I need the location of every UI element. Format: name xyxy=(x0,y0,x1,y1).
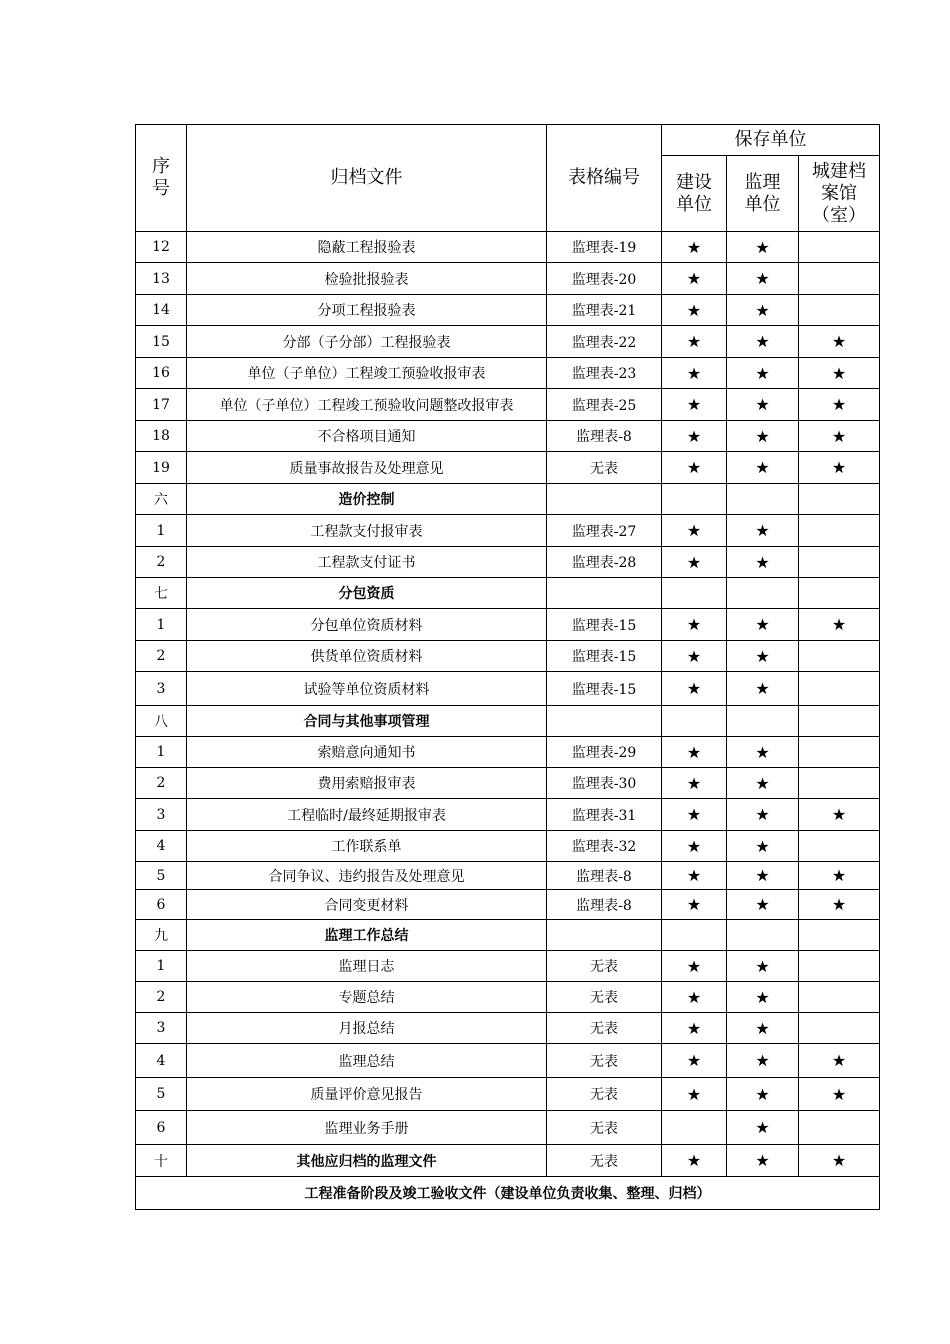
cell-no: 15 xyxy=(136,326,187,358)
cell-chengjian-mark xyxy=(799,920,880,951)
cell-chengjian-mark: ★ xyxy=(799,862,880,890)
header-row-top xyxy=(136,125,880,156)
cell-form-code: 监理表-31 xyxy=(547,799,662,831)
cell-jianshe-mark: ★ xyxy=(662,389,727,421)
cell-document: 工程款支付报审表 xyxy=(187,515,547,547)
header-chengjian xyxy=(799,156,880,232)
cell-jianli-mark: ★ xyxy=(727,1078,799,1111)
table-row xyxy=(136,1111,880,1145)
section-row xyxy=(136,920,880,951)
cell-jianshe-mark: ★ xyxy=(662,862,727,890)
header-jianli xyxy=(727,156,799,232)
cell-jianli-mark: ★ xyxy=(727,982,799,1013)
cell-no: 六 xyxy=(136,484,187,515)
cell-no: 九 xyxy=(136,920,187,951)
cell-form-code: 监理表-23 xyxy=(547,358,662,389)
cell-document: 隐蔽工程报验表 xyxy=(187,232,547,263)
cell-jianshe-mark: ★ xyxy=(662,452,727,484)
cell-jianli-mark: ★ xyxy=(727,768,799,799)
cell-jianli-mark: ★ xyxy=(727,547,799,578)
cell-jianli-mark: ★ xyxy=(727,389,799,421)
section-row xyxy=(136,1145,880,1177)
cell-no: 5 xyxy=(136,1078,187,1111)
cell-chengjian-mark: ★ xyxy=(799,609,880,641)
cell-chengjian-mark: ★ xyxy=(799,452,880,484)
cell-form-code: 监理表-19 xyxy=(547,232,662,263)
cell-jianshe-mark: ★ xyxy=(662,1013,727,1044)
cell-document: 工程款支付证书 xyxy=(187,547,547,578)
table-row xyxy=(136,831,880,862)
cell-chengjian-mark xyxy=(799,515,880,547)
cell-chengjian-mark xyxy=(799,295,880,326)
table-row xyxy=(136,1078,880,1111)
cell-chengjian-mark: ★ xyxy=(799,1078,880,1111)
cell-no: 19 xyxy=(136,452,187,484)
cell-jianshe-mark: ★ xyxy=(662,515,727,547)
cell-chengjian-mark xyxy=(799,641,880,672)
cell-form-code: 无表 xyxy=(547,452,662,484)
cell-document: 监理工作总结 xyxy=(187,920,547,951)
cell-document: 供货单位资质材料 xyxy=(187,641,547,672)
table-row xyxy=(136,1044,880,1078)
cell-no: 1 xyxy=(136,609,187,641)
cell-jianli-mark xyxy=(727,920,799,951)
cell-jianshe-mark: ★ xyxy=(662,232,727,263)
cell-jianli-mark: ★ xyxy=(727,452,799,484)
cell-form-code: 监理表-15 xyxy=(547,641,662,672)
cell-document: 造价控制 xyxy=(187,484,547,515)
cell-jianshe-mark: ★ xyxy=(662,831,727,862)
cell-no: 16 xyxy=(136,358,187,389)
cell-form-code: 监理表-15 xyxy=(547,672,662,706)
cell-chengjian-mark: ★ xyxy=(799,389,880,421)
cell-form-code: 无表 xyxy=(547,951,662,982)
cell-chengjian-mark xyxy=(799,672,880,706)
cell-jianli-mark xyxy=(727,578,799,609)
table-row xyxy=(136,326,880,358)
cell-no: 七 xyxy=(136,578,187,609)
cell-document: 工作联系单 xyxy=(187,831,547,862)
cell-form-code: 监理表-25 xyxy=(547,389,662,421)
cell-form-code: 监理表-21 xyxy=(547,295,662,326)
cell-jianli-mark: ★ xyxy=(727,831,799,862)
cell-document: 监理总结 xyxy=(187,1044,547,1078)
cell-no: 13 xyxy=(136,263,187,295)
cell-jianshe-mark xyxy=(662,484,727,515)
cell-form-code: 监理表-8 xyxy=(547,421,662,452)
cell-jianshe-mark: ★ xyxy=(662,641,727,672)
cell-form-code xyxy=(547,484,662,515)
cell-jianshe-mark: ★ xyxy=(662,890,727,920)
cell-jianli-mark: ★ xyxy=(727,326,799,358)
cell-jianli-mark: ★ xyxy=(727,737,799,768)
cell-jianshe-mark xyxy=(662,920,727,951)
cell-jianshe-mark: ★ xyxy=(662,547,727,578)
cell-jianli-mark: ★ xyxy=(727,672,799,706)
cell-no: 6 xyxy=(136,1111,187,1145)
cell-chengjian-mark: ★ xyxy=(799,1145,880,1177)
cell-no: 12 xyxy=(136,232,187,263)
cell-document: 专题总结 xyxy=(187,982,547,1013)
cell-form-code: 监理表-27 xyxy=(547,515,662,547)
footer-row xyxy=(136,1177,880,1210)
cell-document: 监理业务手册 xyxy=(187,1111,547,1145)
cell-chengjian-mark: ★ xyxy=(799,421,880,452)
cell-jianli-mark: ★ xyxy=(727,1145,799,1177)
header-no xyxy=(136,125,187,232)
header-chengjian-text: 城建档案馆（室） xyxy=(812,160,866,226)
cell-chengjian-mark xyxy=(799,768,880,799)
cell-chengjian-mark: ★ xyxy=(799,326,880,358)
cell-no: 1 xyxy=(136,951,187,982)
cell-no: 3 xyxy=(136,672,187,706)
cell-jianli-mark: ★ xyxy=(727,232,799,263)
cell-jianli-mark: ★ xyxy=(727,1013,799,1044)
cell-form-code: 监理表-15 xyxy=(547,609,662,641)
cell-chengjian-mark xyxy=(799,484,880,515)
table-row xyxy=(136,547,880,578)
cell-document: 不合格项目通知 xyxy=(187,421,547,452)
header-code: 表格编号 xyxy=(547,125,662,232)
cell-jianshe-mark: ★ xyxy=(662,1044,727,1078)
cell-chengjian-mark xyxy=(799,737,880,768)
cell-no: 2 xyxy=(136,982,187,1013)
cell-chengjian-mark xyxy=(799,706,880,737)
cell-chengjian-mark: ★ xyxy=(799,799,880,831)
cell-document: 合同争议、违约报告及处理意见 xyxy=(187,862,547,890)
cell-jianshe-mark: ★ xyxy=(662,672,727,706)
table-row xyxy=(136,515,880,547)
cell-document: 分包单位资质材料 xyxy=(187,609,547,641)
cell-jianshe-mark: ★ xyxy=(662,982,727,1013)
table-row xyxy=(136,862,880,890)
table-row xyxy=(136,1013,880,1044)
cell-jianli-mark: ★ xyxy=(727,1111,799,1145)
cell-document: 单位（子单位）工程竣工预验收问题整改报审表 xyxy=(187,389,547,421)
table-body xyxy=(136,232,880,1177)
cell-jianli-mark: ★ xyxy=(727,263,799,295)
table-row xyxy=(136,609,880,641)
cell-chengjian-mark xyxy=(799,1111,880,1145)
section-row xyxy=(136,578,880,609)
cell-jianli-mark xyxy=(727,484,799,515)
cell-no: 5 xyxy=(136,862,187,890)
table-row xyxy=(136,672,880,706)
cell-jianshe-mark: ★ xyxy=(662,358,727,389)
cell-chengjian-mark xyxy=(799,1013,880,1044)
cell-jianli-mark xyxy=(727,706,799,737)
header-jianshe xyxy=(662,156,727,232)
cell-document: 工程临时/最终延期报审表 xyxy=(187,799,547,831)
cell-document: 质量评价意见报告 xyxy=(187,1078,547,1111)
cell-chengjian-mark xyxy=(799,982,880,1013)
cell-no: 14 xyxy=(136,295,187,326)
header-no-text: 序号 xyxy=(152,156,170,199)
cell-chengjian-mark xyxy=(799,578,880,609)
cell-document: 索赔意向通知书 xyxy=(187,737,547,768)
cell-no: 1 xyxy=(136,737,187,768)
cell-no: 4 xyxy=(136,831,187,862)
cell-jianli-mark: ★ xyxy=(727,862,799,890)
cell-form-code xyxy=(547,578,662,609)
cell-form-code: 无表 xyxy=(547,982,662,1013)
cell-form-code: 无表 xyxy=(547,1145,662,1177)
cell-jianshe-mark: ★ xyxy=(662,951,727,982)
table-row xyxy=(136,358,880,389)
cell-jianli-mark: ★ xyxy=(727,421,799,452)
cell-jianli-mark: ★ xyxy=(727,951,799,982)
cell-document: 监理日志 xyxy=(187,951,547,982)
cell-form-code: 监理表-22 xyxy=(547,326,662,358)
cell-document: 分包资质 xyxy=(187,578,547,609)
header-doc: 归档文件 xyxy=(187,125,547,232)
cell-jianli-mark: ★ xyxy=(727,515,799,547)
cell-no: 1 xyxy=(136,515,187,547)
cell-no: 2 xyxy=(136,547,187,578)
section-row xyxy=(136,484,880,515)
cell-document: 分项工程报验表 xyxy=(187,295,547,326)
cell-jianshe-mark: ★ xyxy=(662,421,727,452)
cell-jianshe-mark: ★ xyxy=(662,609,727,641)
cell-form-code: 监理表-20 xyxy=(547,263,662,295)
cell-no: 3 xyxy=(136,799,187,831)
cell-chengjian-mark: ★ xyxy=(799,890,880,920)
table-row xyxy=(136,951,880,982)
cell-jianshe-mark: ★ xyxy=(662,295,727,326)
header-keep-units: 保存单位 xyxy=(662,125,880,156)
table-row xyxy=(136,421,880,452)
cell-no: 2 xyxy=(136,641,187,672)
cell-jianshe-mark: ★ xyxy=(662,1145,727,1177)
cell-jianli-mark: ★ xyxy=(727,609,799,641)
cell-no: 3 xyxy=(136,1013,187,1044)
table-row xyxy=(136,641,880,672)
cell-chengjian-mark xyxy=(799,951,880,982)
cell-jianshe-mark: ★ xyxy=(662,799,727,831)
cell-no: 八 xyxy=(136,706,187,737)
table-row xyxy=(136,890,880,920)
cell-form-code: 监理表-30 xyxy=(547,768,662,799)
cell-document: 合同变更材料 xyxy=(187,890,547,920)
cell-no: 4 xyxy=(136,1044,187,1078)
header-jianli-text: 监理单位 xyxy=(744,171,781,215)
cell-document: 合同与其他事项管理 xyxy=(187,706,547,737)
cell-chengjian-mark xyxy=(799,547,880,578)
cell-jianli-mark: ★ xyxy=(727,641,799,672)
cell-form-code: 监理表-8 xyxy=(547,890,662,920)
cell-jianshe-mark xyxy=(662,1111,727,1145)
cell-document: 单位（子单位）工程竣工预验收报审表 xyxy=(187,358,547,389)
cell-form-code: 无表 xyxy=(547,1013,662,1044)
cell-form-code: 无表 xyxy=(547,1078,662,1111)
cell-chengjian-mark: ★ xyxy=(799,358,880,389)
cell-jianshe-mark xyxy=(662,578,727,609)
table-row xyxy=(136,232,880,263)
cell-document: 月报总结 xyxy=(187,1013,547,1044)
cell-form-code: 无表 xyxy=(547,1044,662,1078)
cell-document: 试验等单位资质材料 xyxy=(187,672,547,706)
cell-jianli-mark: ★ xyxy=(727,358,799,389)
cell-no: 十 xyxy=(136,1145,187,1177)
header-jianshe-text: 建设单位 xyxy=(676,171,712,215)
cell-form-code xyxy=(547,920,662,951)
cell-no: 17 xyxy=(136,389,187,421)
table-row xyxy=(136,768,880,799)
archive-table xyxy=(135,124,880,1210)
cell-document: 费用索赔报审表 xyxy=(187,768,547,799)
table-row xyxy=(136,389,880,421)
cell-jianli-mark: ★ xyxy=(727,1044,799,1078)
cell-jianshe-mark: ★ xyxy=(662,326,727,358)
table-row xyxy=(136,982,880,1013)
cell-jianshe-mark: ★ xyxy=(662,768,727,799)
cell-jianshe-mark: ★ xyxy=(662,1078,727,1111)
section-row xyxy=(136,706,880,737)
cell-document: 分部（子分部）工程报验表 xyxy=(187,326,547,358)
cell-no: 2 xyxy=(136,768,187,799)
footer-title: 工程准备阶段及竣工验收文件（建设单位负责收集、整理、归档） xyxy=(136,1177,880,1210)
cell-jianshe-mark: ★ xyxy=(662,263,727,295)
cell-form-code: 监理表-32 xyxy=(547,831,662,862)
cell-jianli-mark: ★ xyxy=(727,890,799,920)
cell-document: 质量事故报告及处理意见 xyxy=(187,452,547,484)
cell-chengjian-mark xyxy=(799,263,880,295)
cell-form-code: 监理表-28 xyxy=(547,547,662,578)
cell-document: 检验批报验表 xyxy=(187,263,547,295)
cell-jianshe-mark xyxy=(662,706,727,737)
table-row xyxy=(136,737,880,768)
cell-jianli-mark: ★ xyxy=(727,295,799,326)
cell-document: 其他应归档的监理文件 xyxy=(187,1145,547,1177)
cell-jianshe-mark: ★ xyxy=(662,737,727,768)
cell-no: 6 xyxy=(136,890,187,920)
cell-chengjian-mark xyxy=(799,831,880,862)
cell-jianli-mark: ★ xyxy=(727,799,799,831)
table-row xyxy=(136,263,880,295)
cell-form-code: 无表 xyxy=(547,1111,662,1145)
table-row xyxy=(136,799,880,831)
table-row xyxy=(136,452,880,484)
cell-form-code: 监理表-8 xyxy=(547,862,662,890)
cell-form-code: 监理表-29 xyxy=(547,737,662,768)
cell-form-code xyxy=(547,706,662,737)
table-row xyxy=(136,295,880,326)
cell-no: 18 xyxy=(136,421,187,452)
cell-chengjian-mark: ★ xyxy=(799,1044,880,1078)
cell-chengjian-mark xyxy=(799,232,880,263)
